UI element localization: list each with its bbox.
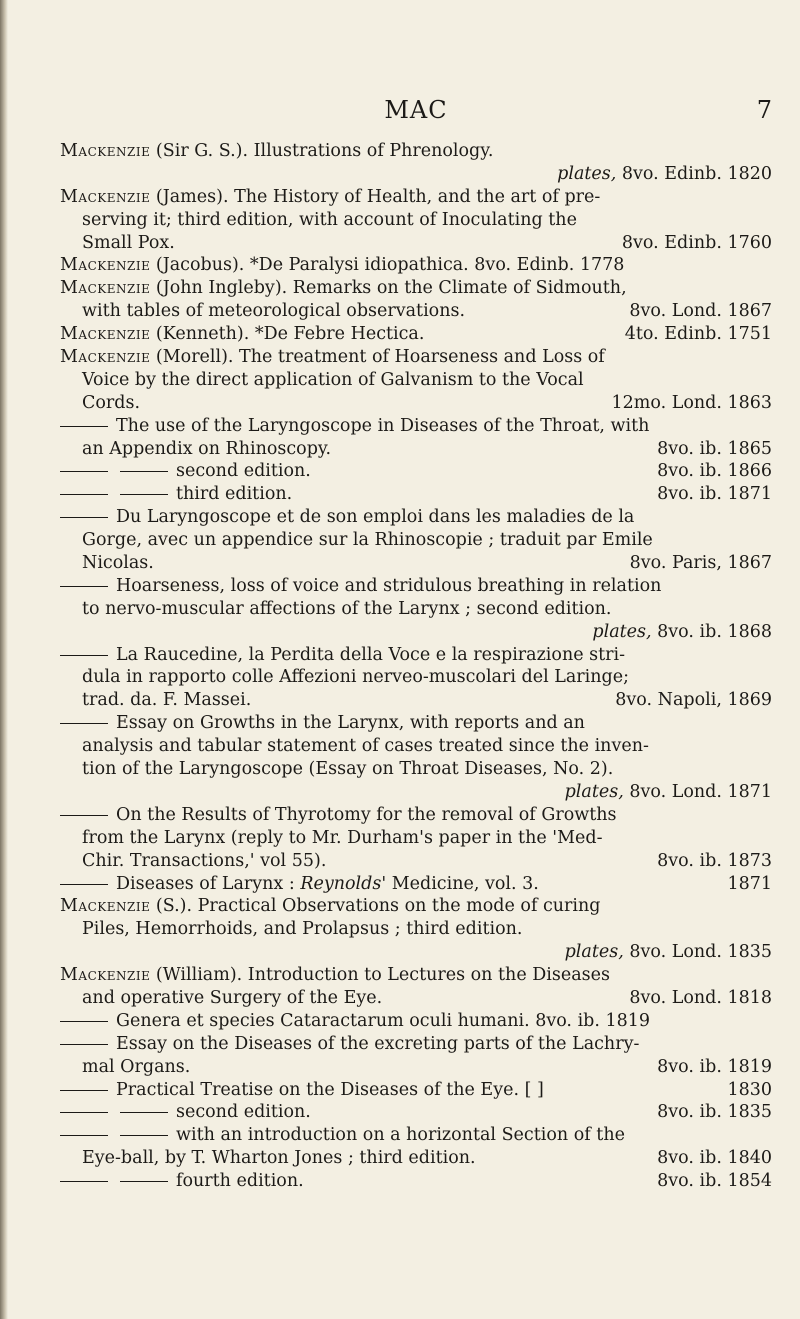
entry-text: Voice by the direct application of Galvanism to the Vocal [82,369,584,390]
entry-text: third edition. [176,484,293,505]
entry-text: (James). The History of Health, and the art of pre- [150,186,601,207]
entry-line [60,140,772,163]
entry-text: dula in rapporto colle Affezioni nerveo-muscolari del Laringe; [82,667,629,688]
ditto-dash [60,1044,108,1045]
entry-line [60,163,772,186]
ditto-dash [60,723,108,724]
entry-line [60,1079,772,1102]
entry-line [60,850,772,873]
bibliography-entry [60,277,772,323]
publication-info: 8vo. ib. 1840 [657,1148,772,1169]
entry-line [60,781,772,804]
entry-line [60,598,772,621]
entry-line [60,346,772,369]
entry-line [60,1101,772,1124]
plates-note: plates, [592,621,652,642]
author-name: Mackenzie [60,347,151,368]
entry-text: La Raucedine, la Perdita della Voce e la respirazione stri- [116,644,626,665]
entry-line [60,552,772,575]
ditto-dash [120,494,168,495]
bibliography-entry [60,895,772,964]
publication-info: 1830 [727,1079,772,1100]
entry-line [60,666,772,689]
publication-info: 8vo. Edinb. 1820 [616,163,772,184]
entry-text: fourth edition. [176,1171,304,1192]
entry-text: an Appendix on Rhinoscopy. [82,438,332,459]
entry-line [60,438,772,461]
publication-info: 8vo. Lond. 1818 [629,987,772,1008]
entry-text: tion of the Laryngoscope (Essay on Throat Diseases, No. 2). [82,759,614,780]
entry-line [60,232,772,255]
entry-line [60,644,772,667]
entry-text: second edition. [176,461,311,482]
ditto-dash [60,1112,108,1113]
publication-info: 8vo. Lond. 1867 [629,301,772,322]
entry-text: analysis and tabular statement of cases treated since the inven- [82,736,649,757]
entry-line [60,369,772,392]
page-number: 7 [756,96,772,124]
entry-text: with an introduction on a horizontal Section of the [176,1125,625,1146]
entry-line [60,323,772,346]
entry-text: (John Ingleby). Remarks on the Climate of Sidmouth, [150,278,627,299]
author-name: Mackenzie [60,278,151,299]
ditto-dash [60,517,108,518]
entry-text: second edition. [176,1102,311,1123]
entry-text: serving it; third edition, with account of Inoculating the [82,209,577,230]
plates-note: plates, [564,942,624,963]
bibliography-list [60,140,772,1193]
plates-note: plates, [557,163,617,184]
entry-text: Eye-ball, by T. Wharton Jones ; third edition. [82,1148,476,1169]
publication-info: 8vo. ib. 1865 [657,438,772,459]
entry-text: Medicine, vol. 3. [386,873,539,894]
entry-line [60,873,772,896]
page-binding-edge [0,0,8,1319]
entry-text: (Morell). The treatment of Hoarseness and Loss of [150,347,605,368]
ditto-dash [60,1021,108,1022]
author-name: Mackenzie [60,965,151,986]
publication-info: 8vo. ib. 1871 [657,484,772,505]
entry-line [60,415,772,438]
ditto-dash [60,655,108,656]
bibliography-entry [60,186,772,255]
entry-text: trad. da. F. Massei. [82,690,252,711]
entry-text: Hoarseness, loss of voice and stridulous breathing in relation [116,575,662,596]
entry-text: mal Organs. [82,1056,191,1077]
publication-info: 8vo. ib. 1873 [657,850,772,871]
author-name: Mackenzie [60,896,151,917]
entry-text: On the Results of Thyrotomy for the removal of Growths [116,804,617,825]
entry-line [60,987,772,1010]
publication-info: 4to. Edinb. 1751 [624,324,772,345]
entry-text: Practical Treatise on the Diseases of the Eye. [ ] [116,1079,544,1100]
entry-line [60,277,772,300]
publication-info: 8vo. Paris, 1867 [629,553,772,574]
plates-note: plates, [564,781,624,802]
entry-text: The use of the Laryngoscope in Diseases of the Throat, with [116,415,650,436]
entry-text: Essay on the Diseases of the excreting parts of the Lachry- [116,1033,640,1054]
publication-info: 8vo. ib. 1835 [657,1102,772,1123]
author-name: Mackenzie [60,141,151,161]
entry-line [60,529,772,552]
entry-text: Du Laryngoscope et de son emploi dans les maladies de la [116,507,635,528]
entry-line [60,1124,772,1147]
ditto-dash [60,815,108,816]
entry-line [60,621,772,644]
entry-text: (Kenneth). *De Febre Hectica. [150,324,425,345]
entry-line [60,804,772,827]
entry-line [60,1010,772,1033]
entry-line [60,735,772,758]
entry-text: Nicolas. [82,553,154,574]
entry-line [60,575,772,598]
ditto-dash [120,1112,168,1113]
bibliography-entry [60,346,772,895]
entry-text: and operative Surgery of the Eye. [82,987,383,1008]
ditto-dash [120,471,168,472]
bibliography-entry [60,964,772,1193]
entry-line [60,941,772,964]
entry-line [60,392,772,415]
entry-line [60,758,772,781]
entry-line [60,964,772,987]
entry-text: (S.). Practical Observations on the mode of curing [150,896,601,917]
entry-text: to nervo-muscular affections of the Larynx ; second edition. [82,598,612,619]
publication-info: 8vo. ib. 1854 [657,1171,772,1192]
entry-line [60,1170,772,1193]
publication-info: 8vo. ib. 1866 [657,461,772,482]
publication-info: 8vo. Lond. 1835 [623,942,772,963]
bibliography-entry [60,254,772,277]
publication-info: 8vo. ib. 1819 [657,1056,772,1077]
publication-info: 8vo. Edinb. 1760 [621,232,772,253]
ditto-dash [60,471,108,472]
entry-line [60,506,772,529]
running-header [60,96,772,126]
ditto-dash [60,1181,108,1182]
entry-text: Chir. Transactions,' vol 55). [82,850,327,871]
entry-line [60,483,772,506]
ditto-dash [120,1181,168,1182]
entry-text: Genera et species Cataractarum oculi humani. 8vo. ib. 1819 [116,1010,651,1031]
entry-text: from the Larynx (reply to Mr. Durham's paper in the 'Med- [82,827,603,848]
entry-text: with tables of meteorological observations. [82,301,466,322]
italic-text: Reynolds' [300,873,387,894]
bibliography-entry [60,323,772,346]
entry-line [60,918,772,941]
entry-text: Diseases of Larynx : [116,873,301,894]
entry-text: Cords. [82,392,141,413]
entry-line [60,712,772,735]
entry-line [60,300,772,323]
entry-line [60,1033,772,1056]
entry-line [60,209,772,232]
ditto-dash [60,494,108,495]
ditto-dash [120,1135,168,1136]
entry-text: Gorge, avec un appendice sur la Rhinoscopie ; traduit par Emile [82,530,653,551]
entry-text: (William). Introduction to Lectures on the Diseases [150,965,610,986]
entry-text: Piles, Hemorrhoids, and Prolapsus ; third edition. [82,919,523,940]
publication-info: 8vo. ib. 1868 [651,621,772,642]
running-title: MAC [384,96,448,124]
entry-text: (Jacobus). *De Paralysi idiopathica. 8vo. Edinb. 1778 [150,255,625,276]
entry-line [60,254,772,277]
entry-line [60,186,772,209]
author-name: Mackenzie [60,255,151,276]
ditto-dash [60,586,108,587]
entry-line [60,460,772,483]
entry-text: Essay on Growths in the Larynx, with reports and an [116,713,585,734]
entry-line [60,689,772,712]
entry-text: (Sir G. S.). Illustrations of Phrenology. [150,141,494,161]
entry-text: Small Pox. [82,232,175,253]
ditto-dash [60,884,108,885]
publication-info: 12mo. Lond. 1863 [611,392,772,413]
ditto-dash [60,1090,108,1091]
publication-info: 8vo. Lond. 1871 [623,781,772,802]
entry-line [60,895,772,918]
author-name: Mackenzie [60,324,151,345]
ditto-dash [60,426,108,427]
publication-info: 1871 [727,873,772,894]
bibliography-entry [60,140,772,186]
entry-line [60,1056,772,1079]
entry-line [60,827,772,850]
publication-info: 8vo. Napoli, 1869 [615,690,772,711]
entry-line [60,1147,772,1170]
author-name: Mackenzie [60,186,151,207]
ditto-dash [60,1135,108,1136]
